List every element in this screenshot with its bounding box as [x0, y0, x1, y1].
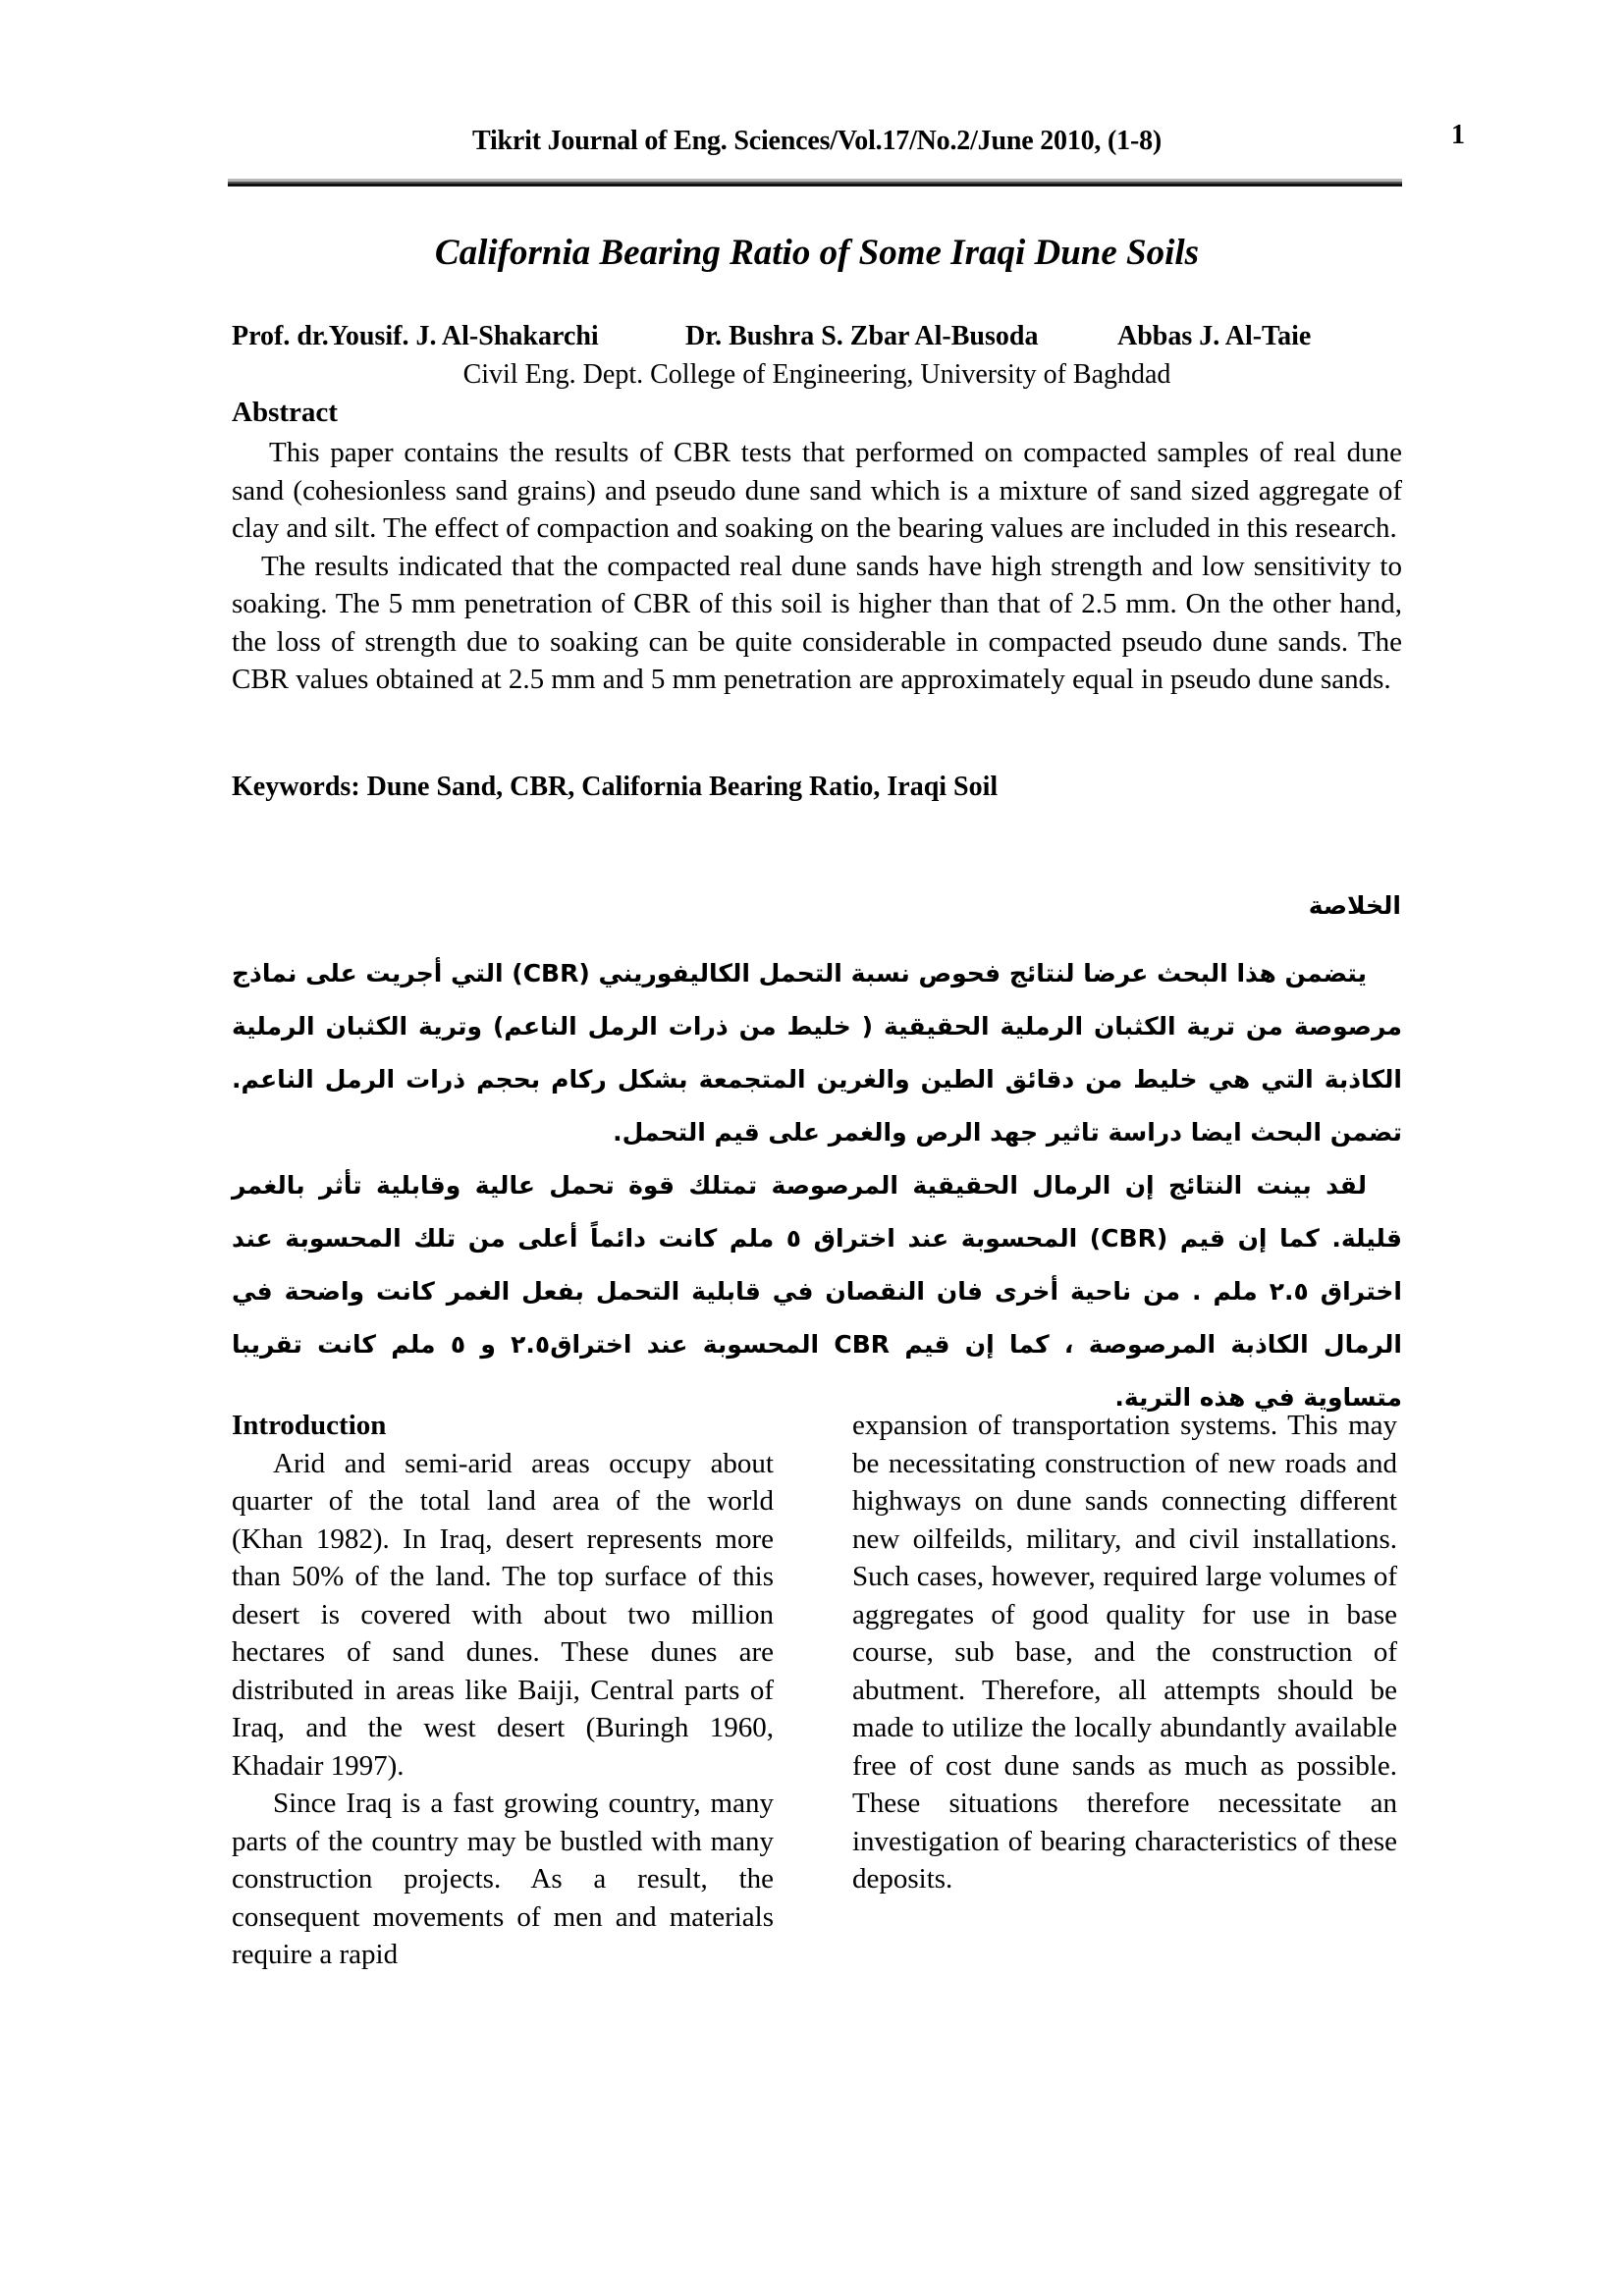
- abstract-paragraph: This paper contains the results of CBR tests that performed on compacted samples of real dune sand (cohesionless sand grains) and pseudo dune sand which is a mixture of sand sized aggregate of clay and silt. The effect of compaction and soaking on the bearing values are included in this research.: [232, 437, 1402, 544]
- introduction-heading: Introduction: [232, 1410, 387, 1441]
- author-name: Dr. Bushra S. Zbar Al-Busoda: [685, 321, 1039, 351]
- author-name: Abbas J. Al-Taie: [1117, 321, 1312, 351]
- body-paragraph: Since Iraq is a fast growing country, many parts of the country may be bustled with many construction projects. As a result, the consequent movements of men and materials require a rapid: [232, 1788, 774, 1970]
- arabic-abstract-paragraph: لقد بينت النتائج إن الرمال الحقيقية المرصوصة تمتلك قوة تحمل عالية وقابلية تأثر بالغمر قليلة. كما إن قيم (CBR) المحسوبة عند اختراق ٥ ملم كانت دائماً أعلى من تلك المحسوبة عند اختراق ٢.٥ ملم . من ناحية أخرى فان النقصان في قابلية التحمل بفعل الغمر كانت واضحة في الرمال الكاذبة المرصوصة ، كما إن قيم CBR المحسوبة عند اختراق٢.٥ و ٥ ملم كانت تقريبا متساوية في هذه الترية.: [232, 1171, 1402, 1412]
- abstract-heading: Abstract: [232, 397, 338, 428]
- body-column-right: [852, 1407, 1397, 1898]
- arabic-abstract-heading: الخلاصة: [1308, 891, 1401, 920]
- body-column-left: [232, 1407, 774, 1974]
- abstract-paragraph: The results indicated that the compacted real dune sands have high strength and low sensitivity to soaking. The 5 mm penetration of CBR of this soil is higher than that of 2.5 mm. On the other hand, the loss of strength due to soaking can be quite considerable in compacted pseudo dune sands. The CBR values obtained at 2.5 mm and 5 mm penetration are approximately equal in pseudo dune sands.: [232, 550, 1402, 695]
- keywords: Keywords: Dune Sand, CBR, California Bearing Ratio, Iraqi Soil: [232, 772, 999, 802]
- arabic-abstract-body: [232, 947, 1402, 1424]
- running-header: Tikrit Journal of Eng. Sciences/Vol.17/No.2/June 2010, (1-8): [471, 126, 1163, 156]
- author-list: [232, 321, 1402, 352]
- body-paragraph: expansion of transportation systems. This may be necessitating construction of new roads and highways on dune sands connecting different new oilfeilds, military, and civil installations. Such cases, however, required large volumes of aggregates of good quality for use in base course, sub base, and the construction of abutment. Therefore, all attempts should be made to utilize the locally abundantly available free of cost dune sands as much as possible. These situations therefore necessitate an investigation of bearing characteristics of these deposits.: [852, 1410, 1397, 1895]
- abstract-body: [232, 434, 1402, 699]
- page-number: 1: [1451, 120, 1465, 150]
- paper-title: California Bearing Ratio of Some Iraqi Dune Soils: [434, 233, 1200, 273]
- arabic-abstract-paragraph: يتضمن هذا البحث عرضا لنتائج فحوص نسبة التحمل الكاليفوريني (CBR) التي أجريت على نماذج مرصوصة من ترية الكثبان الرملية الحقيقية ( خليط من ذرات الرمل الناعم) وترية الكثبان الرملية الكاذبة التي هي خليط من دقائق الطين والغرين المتجمعة بشكل ركام بحجم ذرات الرمل الناعم. تضمن البحث ايضا دراسة تاثير جهد الرص والغمر على قيم التحمل.: [232, 959, 1402, 1147]
- body-paragraph: Arid and semi-arid areas occupy about quarter of the total land area of the world (Khan 1982). In Iraq, desert represents more than 50% of the land. The top surface of this desert is covered with about two million hectares of sand dunes. These dunes are distributed in areas like Baiji, Central parts of Iraq, and the west desert (Buringh 1960, Khadair 1997).: [232, 1447, 774, 1782]
- header-rule: [228, 179, 1402, 187]
- affiliation: Civil Eng. Dept. College of Engineering, University of Baghdad: [462, 359, 1171, 390]
- author-name: Prof. dr.Yousif. J. Al-Shakarchi: [232, 321, 599, 351]
